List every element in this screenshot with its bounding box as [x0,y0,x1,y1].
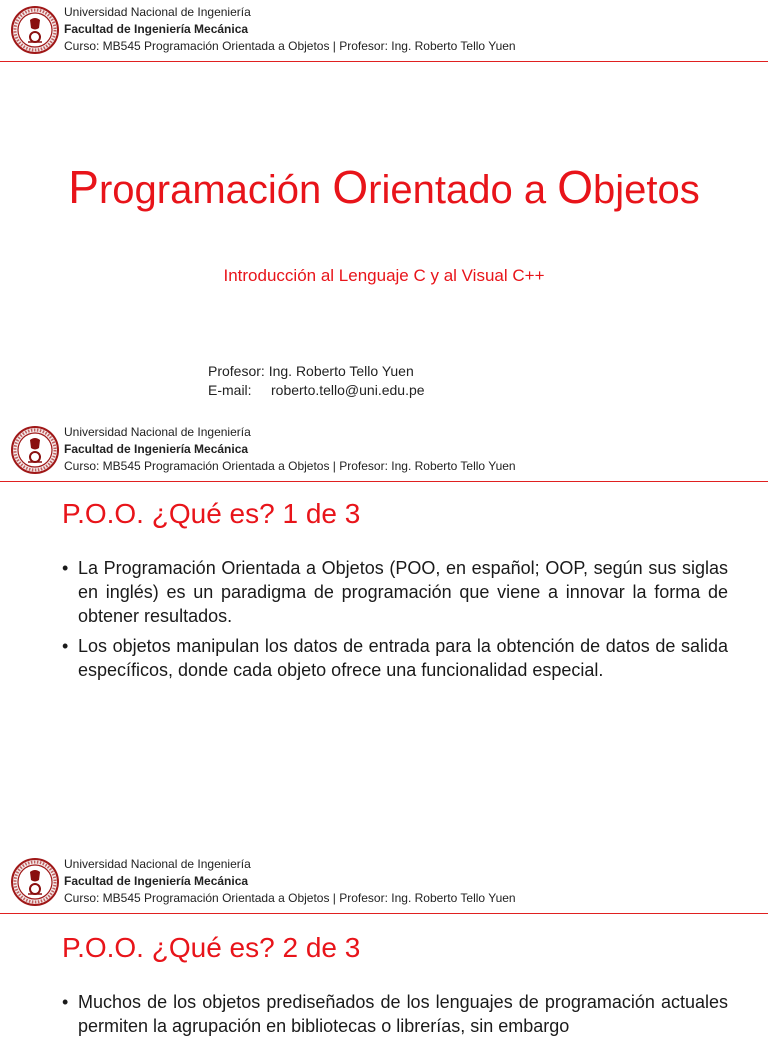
faculty-name: Facultad de Ingeniería Mecánica [64,442,249,456]
university-seal-logo [10,424,60,476]
university-name: Universidad Nacional de Ingeniería [64,857,251,871]
university-seal-logo [10,4,60,56]
slide-header [0,420,768,482]
header-text [64,856,516,907]
bullet-list [62,990,728,1044]
header-divider [0,913,768,914]
faculty-name: Facultad de Ingeniería Mecánica [64,22,249,36]
slide-3 [0,852,768,1036]
professor-info [208,362,425,400]
bullet-list [62,556,728,688]
header-text [64,424,516,475]
presentation-subtitle: Introducción al Lenguaje C y al Visual C++ [223,266,545,285]
professor-label: Profesor: [208,363,265,379]
university-name: Universidad Nacional de Ingeniería [64,5,251,19]
email-address: roberto.tello@uni.edu.pe [271,382,425,398]
faculty-name: Facultad de Ingeniería Mecánica [64,874,249,888]
course-line: Curso: MB545 Programación Orientada a Objetos | Profesor: Ing. Roberto Tello Yuen [64,891,516,905]
email-label: E-mail: [208,382,252,398]
header-divider [0,61,768,62]
slide-title: P.O.O. ¿Qué es? 1 de 3 [62,498,361,529]
university-name: Universidad Nacional de Ingeniería [64,425,251,439]
slide-1 [0,0,768,420]
presentation-title [0,160,768,214]
title-letter-p: P [68,161,99,213]
bullet-item: • Muchos de los objetos prediseñados de los lenguajes de programación actuales permiten la agrupación en bibliotecas o librerías, sin embargo [62,990,728,1038]
slide-title: P.O.O. ¿Qué es? 2 de 3 [62,932,361,963]
title-letter-o2: O [557,161,593,213]
course-line: Curso: MB545 Programación Orientada a Objetos | Profesor: Ing. Roberto Tello Yuen [64,39,516,53]
title-letter-o: O [332,161,369,213]
title-part-1: rogramación [98,168,333,212]
slide-2 [0,420,768,852]
title-part-3: bjetos [592,168,700,212]
university-seal-logo [10,856,60,908]
header-text [64,4,516,55]
professor-name: Ing. Roberto Tello Yuen [268,363,414,379]
title-part-2: rientado a [368,168,558,212]
header-divider [0,481,768,482]
bullet-item: • La Programación Orientada a Objetos (POO, en español; OOP, según sus siglas en inglés) es un paradigma de programación que viene a innovar la forma de obtener resultados. [62,556,728,628]
bullet-item: • Los objetos manipulan los datos de entrada para la obtención de datos de salida específicos, donde cada objeto ofrece una funcionalidad especial. [62,634,728,682]
course-line: Curso: MB545 Programación Orientada a Objetos | Profesor: Ing. Roberto Tello Yuen [64,459,516,473]
slide-header [0,852,768,914]
slide-header [0,0,768,62]
